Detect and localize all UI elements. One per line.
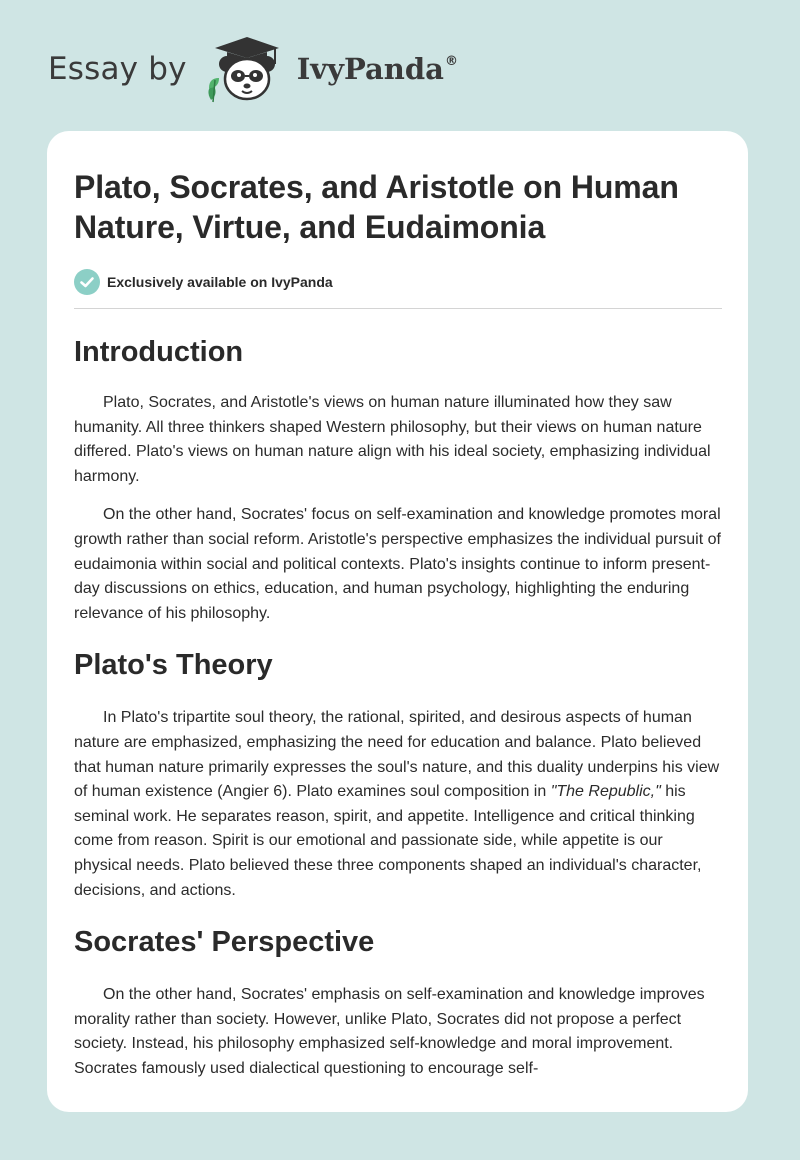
divider <box>74 308 722 309</box>
paragraph: Plato, Socrates, and Aristotle's views on human nature illuminated how they saw humanity. All three thinkers shaped Western philosophy, but their views on human nature differed. Plato's views on human nature align with his ideal society, emphasizing individual harmony. <box>74 394 711 485</box>
section-heading-socrates-perspective: Socrates' Perspective <box>74 926 375 959</box>
badge-text: Exclusively available on IvyPanda <box>107 274 333 290</box>
essay-card <box>47 131 748 1112</box>
paragraph: In Plato's tripartite soul theory, the rational, spirited, and desirous aspects of human nature are emphasized, emphasizing the need for education and balance. Plato believed that human nature primarily expresses the soul's nature, and this duality underpins his view of human existence (Angier 6). Plato examines soul composition in "The Republic," his seminal work. He separates reason, spirit, and appetite. Intelligence and critical thinking come from reason. Spirit is our emotional and passionate side, while appetite is our physical needs. Plato believed these three components shaped an individual's character, decisions, and actions. <box>74 709 720 899</box>
check-circle-icon <box>74 269 100 295</box>
brand-prefix: Essay by <box>48 51 187 87</box>
section-heading-platos-theory: Plato's Theory <box>74 649 273 682</box>
brand-name: IvyPanda® <box>296 52 458 86</box>
section-heading-introduction: Introduction <box>74 336 244 368</box>
paragraph: On the other hand, Socrates' emphasis on self-examination and knowledge improves morality rather than society. However, unlike Plato, Socrates did not propose a perfect society. Instead, his philosophy emphasized self-knowledge and moral improvement. Socrates famously used dialectical questioning to encourage self- <box>74 986 705 1077</box>
panda-logo-icon <box>201 34 293 104</box>
exclusive-badge <box>74 269 722 295</box>
brand-header <box>48 34 458 104</box>
paragraph: On the other hand, Socrates' focus on self-examination and knowledge promotes moral growth rather than social reform. Aristotle's perspective emphasizes the individual pursuit of eudaimonia within social and political contexts. Plato's insights continue to inform present-day discussions on ethics, education, and human psychology, highlighting the enduring relevance of his philosophy. <box>74 506 721 622</box>
essay-title: Plato, Socrates, and Aristotle on Human Nature, Virtue, and Eudaimonia <box>74 169 679 245</box>
book-title: "The Republic," <box>550 783 661 801</box>
